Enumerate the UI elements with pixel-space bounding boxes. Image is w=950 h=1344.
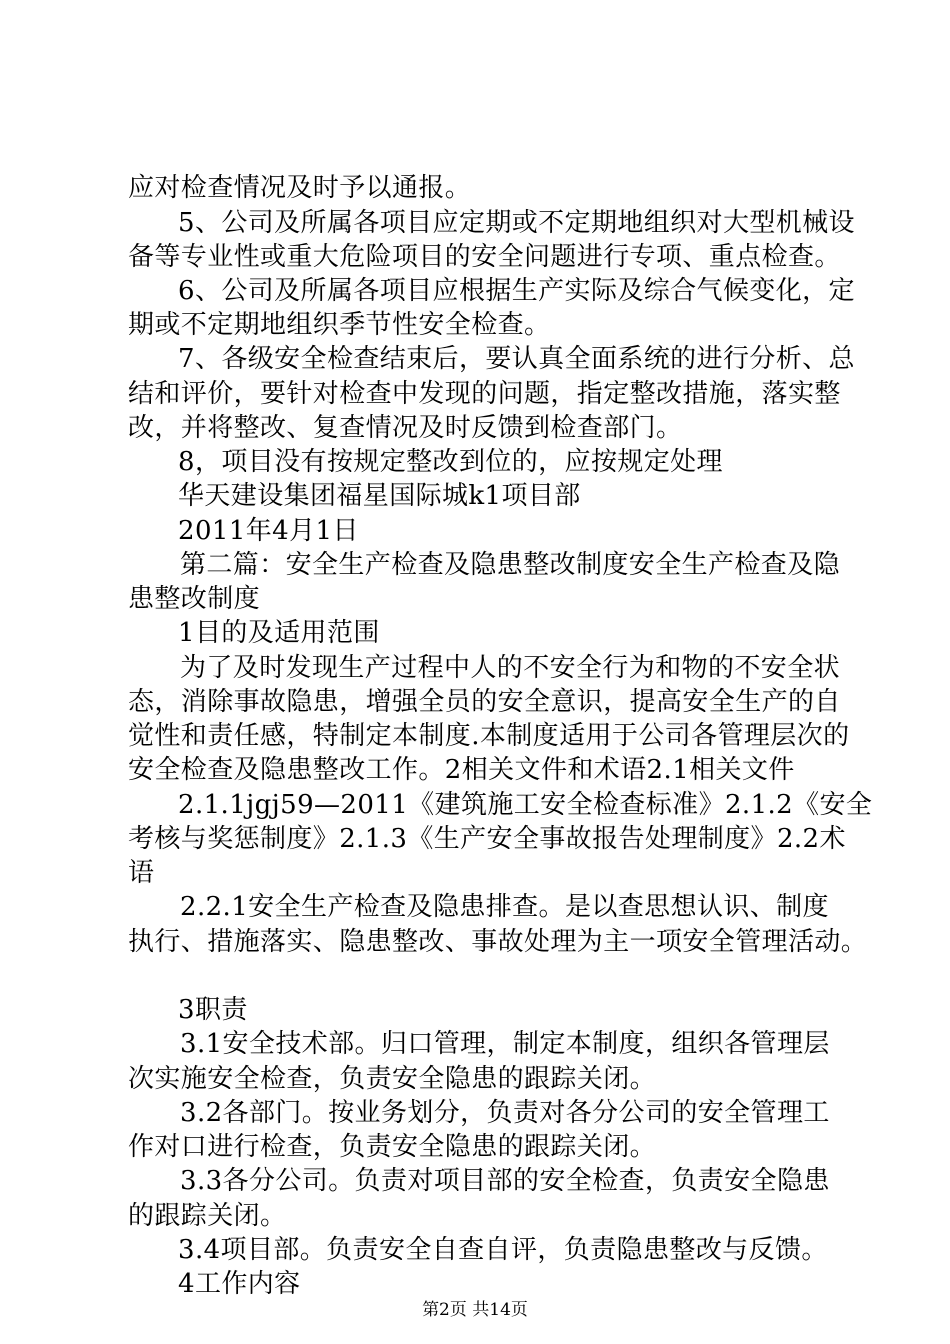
text-line: 应对检查情况及时予以通报。: [128, 173, 472, 203]
text-line: 3职责: [178, 995, 248, 1025]
text-line: 为了及时发现生产过程中人的不安全行为和物的不安全状: [180, 653, 841, 683]
text-line: 7、各级安全检查结束后，要认真全面系统的进行分析、总: [178, 344, 855, 374]
text-line: 作对口进行检查，负责安全隐患的跟踪关闭。: [128, 1132, 657, 1162]
text-line: 3.1安全技术部。归口管理，制定本制度，组织各管理层: [180, 1029, 830, 1059]
text-line: 患整改制度: [128, 584, 261, 614]
text-line: 态，消除事故隐患，增强全员的安全意识，提高安全生产的自: [128, 687, 841, 717]
text-line: 8，项目没有按规定整改到位的，应按规定处理: [178, 447, 723, 477]
text-line: 安全检查及隐患整改工作。2相关文件和术语2.1相关文件: [128, 755, 795, 785]
text-line: 期或不定期地组织季节性安全检查。: [128, 310, 551, 340]
text-line: 6、公司及所属各项目应根据生产实际及综合气候变化，定: [178, 276, 855, 306]
text-line: 备等专业性或重大危险项目的安全问题进行专项、重点检查。: [128, 242, 841, 272]
text-line: 4工作内容: [178, 1269, 301, 1299]
text-line: 考核与奖惩制度》2.1.3《生产安全事故报告处理制度》2.2术: [128, 824, 846, 854]
text-line: 觉性和责任感，特制定本制度.本制度适用于公司各管理层次的: [128, 721, 850, 751]
text-line: 1目的及适用范围: [178, 618, 380, 648]
text-line: 5、公司及所属各项目应定期或不定期地组织对大型机械设: [178, 208, 855, 238]
text-line: 华天建设集团福星国际城k1项目部: [178, 481, 581, 511]
text-line: 的跟踪关闭。: [128, 1201, 287, 1231]
text-line: 3.4项目部。负责安全自查自评，负责隐患整改与反馈。: [178, 1235, 828, 1265]
text-line: 第二篇：安全生产检查及隐患整改制度安全生产检查及隐: [180, 550, 841, 580]
text-line: 3.2各部门。按业务划分，负责对各分公司的安全管理工: [180, 1098, 830, 1128]
text-line: 结和评价，要针对检查中发现的问题，指定整改措施，落实整: [128, 379, 841, 409]
text-line: 2.2.1安全生产检查及隐患排查。是以查思想认识、制度: [180, 892, 829, 922]
text-line: 2.1.1jgj59—2011《建筑施工安全检查标准》2.1.2《安全: [178, 790, 873, 820]
text-line: 3.3各分公司。负责对项目部的安全检查，负责安全隐患: [180, 1166, 830, 1196]
text-line: 执行、措施落实、隐患整改、事故处理为主一项安全管理活动。: [128, 927, 868, 957]
text-line: 语: [128, 858, 155, 888]
text-line: 2011年4月1日: [178, 516, 359, 546]
page-footer: 第2页 共14页: [422, 1300, 528, 1320]
text-line: 次实施安全检查，负责安全隐患的跟踪关闭。: [128, 1064, 657, 1094]
text-line: 改，并将整改、复查情况及时反馈到检查部门。: [128, 413, 683, 443]
